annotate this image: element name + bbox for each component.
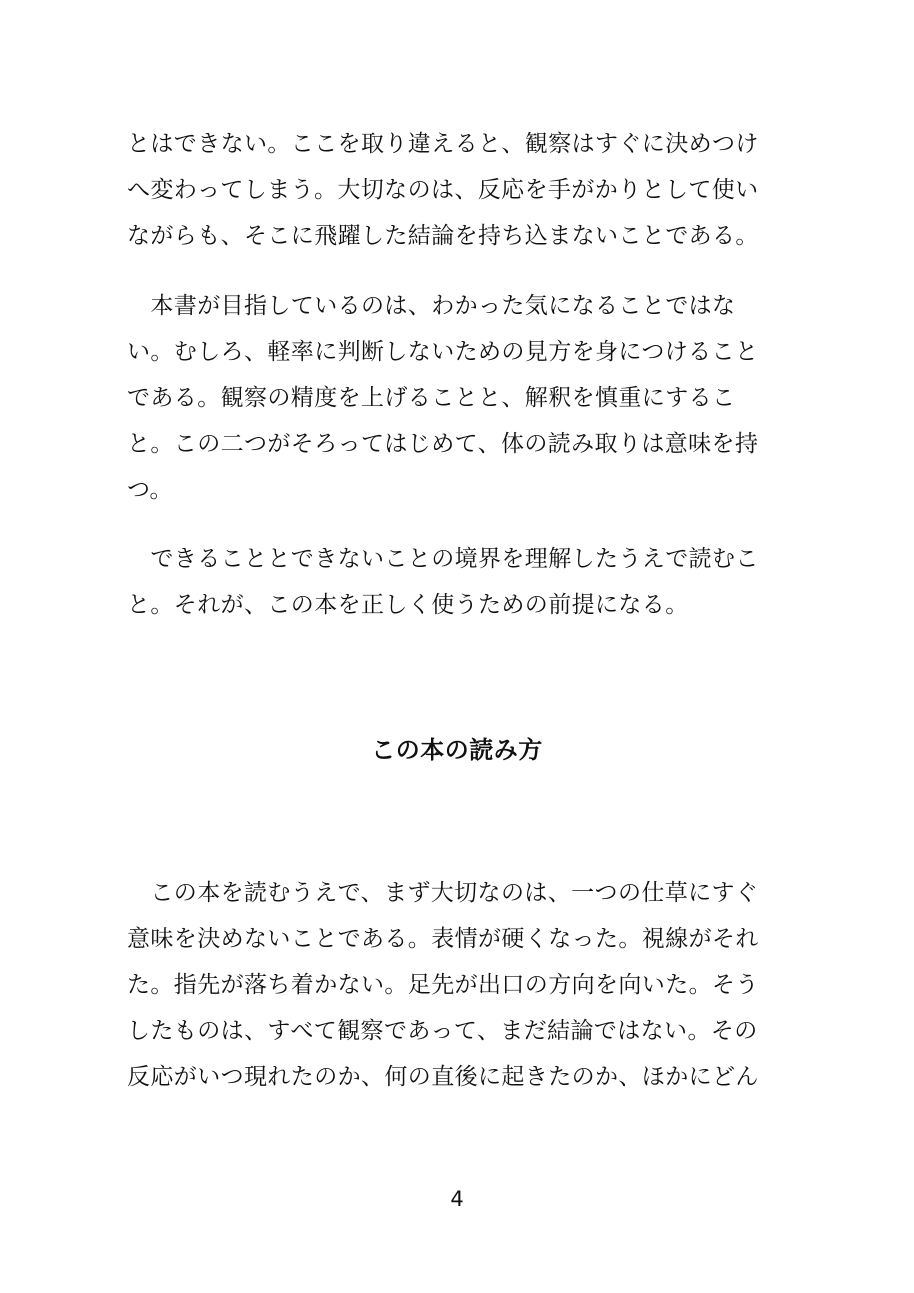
text-line: とはできない。ここを取り違えると、観察はすぐに決めつけ [127,131,759,157]
text-line: ながらも、そこに飛躍した結論を持ち込まないことである。 [127,223,759,249]
text-line: 反応がいつ現れたのか、何の直後に起きたのか、ほかにどん [127,1064,759,1090]
text-line: と。この二つがそろってはじめて、体の読み取りは意味を持 [127,431,759,457]
text-line: したものは、すべて観察であって、まだ結論ではない。その [127,1018,758,1044]
text-line: と。それが、この本を正しく使うための前提になる。 [127,592,689,618]
paragraph-1 [127,121,777,259]
text-line: である。観察の精度を上げることと、解釈を慎重にするこ [127,385,736,411]
text-line: た。指先が落ち着かない。足先が出口の方向を向いた。そう [127,972,759,998]
text-line: い。むしろ、軽率に判断しないための見方を身につけること [127,339,759,365]
section-heading: この本の読み方 [371,736,543,764]
paragraph-2 [127,283,777,513]
text-line: この本を読むうえで、まず大切なのは、一つの仕草にすぐ [127,880,759,906]
text-line: できることとできないことの境界を理解したうえで読むこ [127,546,759,572]
text-line: つ。 [127,477,173,503]
text-line: 本書が目指しているのは、わかった気になることではな [127,293,736,319]
paragraph-3 [127,536,777,628]
section-paragraph [127,870,777,1100]
text-line: 意味を決めないことである。表情が硬くなった。視線がそれ [127,926,759,952]
text-line: へ変わってしまう。大切なのは、反応を手がかりとして使い [127,177,759,203]
page-number: 4 [450,1187,464,1211]
